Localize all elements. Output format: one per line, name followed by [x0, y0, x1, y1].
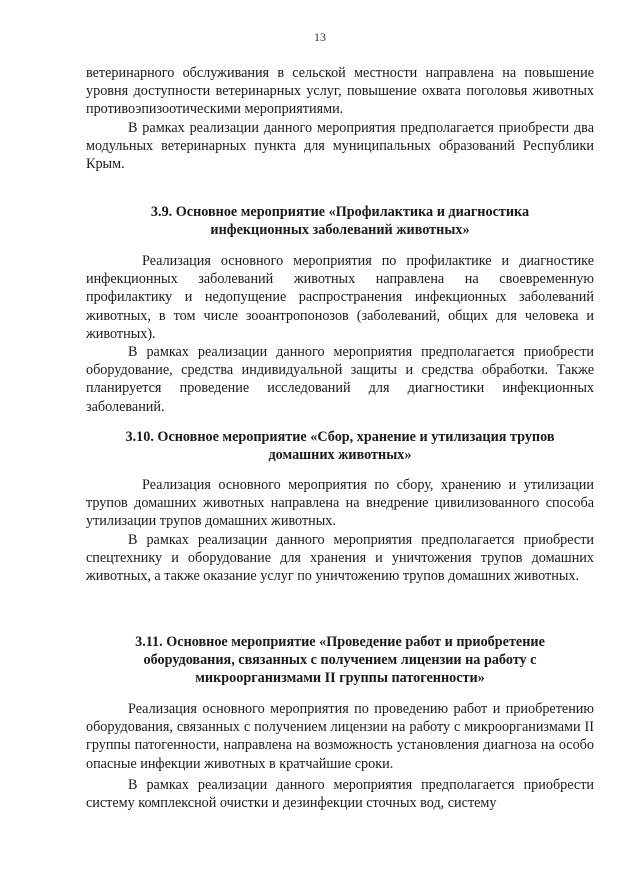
paragraph: ветеринарного обслуживания в сельской местности направлена на повышение уровня доступности ветеринарных услуг, повышение охвата поголовья животных противоэпизоотическими мероприятиями. — [86, 65, 594, 118]
section-3-9 — [86, 203, 594, 239]
section-3-9-body — [86, 252, 594, 416]
paragraph: В рамках реализации данного мероприятия предполагается приобрести систему комплексной очистки и дезинфекции сточных вод, систему — [86, 776, 594, 812]
section-3-10 — [86, 428, 594, 464]
paragraph: Реализация основного мероприятия по проведению работ и приобретению оборудования, связанных с получением лицензии на работу с микроорганизмами II группы патогенности, направлена на возможность установления диагноза на особо опасные инфекции животных в кратчайшие сроки. — [86, 701, 594, 772]
section-3-11-body — [86, 700, 594, 812]
section-heading: 3.9. Основное мероприятие «Профилактика и диагностика инфекционных заболеваний животных» — [150, 204, 530, 239]
paragraph-continuation — [86, 64, 594, 173]
page-number: 13 — [314, 30, 326, 44]
paragraph: Реализация основного мероприятия по профилактике и диагностике инфекционных заболеваний животных направлена на своевременную профилактику и недопущение распространения инфекционных заболеваний животных, в том числе зооантропонозов (заболеваний, общих для человека и животных). — [86, 253, 594, 342]
paragraph: В рамках реализации данного мероприятия предполагается приобрести два модульных ветеринарных пункта для муниципальных образований Республики Крым. — [86, 119, 594, 173]
paragraph: В рамках реализации данного мероприятия предполагается приобрести оборудование, средства индивидуальной защиты и средства обработки. Также планируется проведение исследований для диагностики инфекционных заболеваний. — [86, 344, 594, 415]
section-heading: 3.10. Основное мероприятие «Сбор, хранение и утилизация трупов домашних животных» — [125, 429, 555, 464]
section-3-10-body — [86, 476, 594, 585]
paragraph: Реализация основного мероприятия по сбору, хранению и утилизации трупов домашних животных направлена на внедрение цивилизованного способа утилизации трупов домашних животных. — [86, 477, 594, 530]
paragraph: В рамках реализации данного мероприятия предполагается приобрести спецтехнику и оборудование для хранения и уничтожения трупов домашних животных, а также оказание услуг по уничтожению трупов домашних животных. — [86, 531, 594, 585]
section-3-11 — [86, 633, 594, 688]
section-heading: 3.11. Основное мероприятие «Проведение работ и приобретение оборудования, связанных с получением лицензии на работу с микроорганизмами II группы патогенности» — [135, 634, 545, 687]
